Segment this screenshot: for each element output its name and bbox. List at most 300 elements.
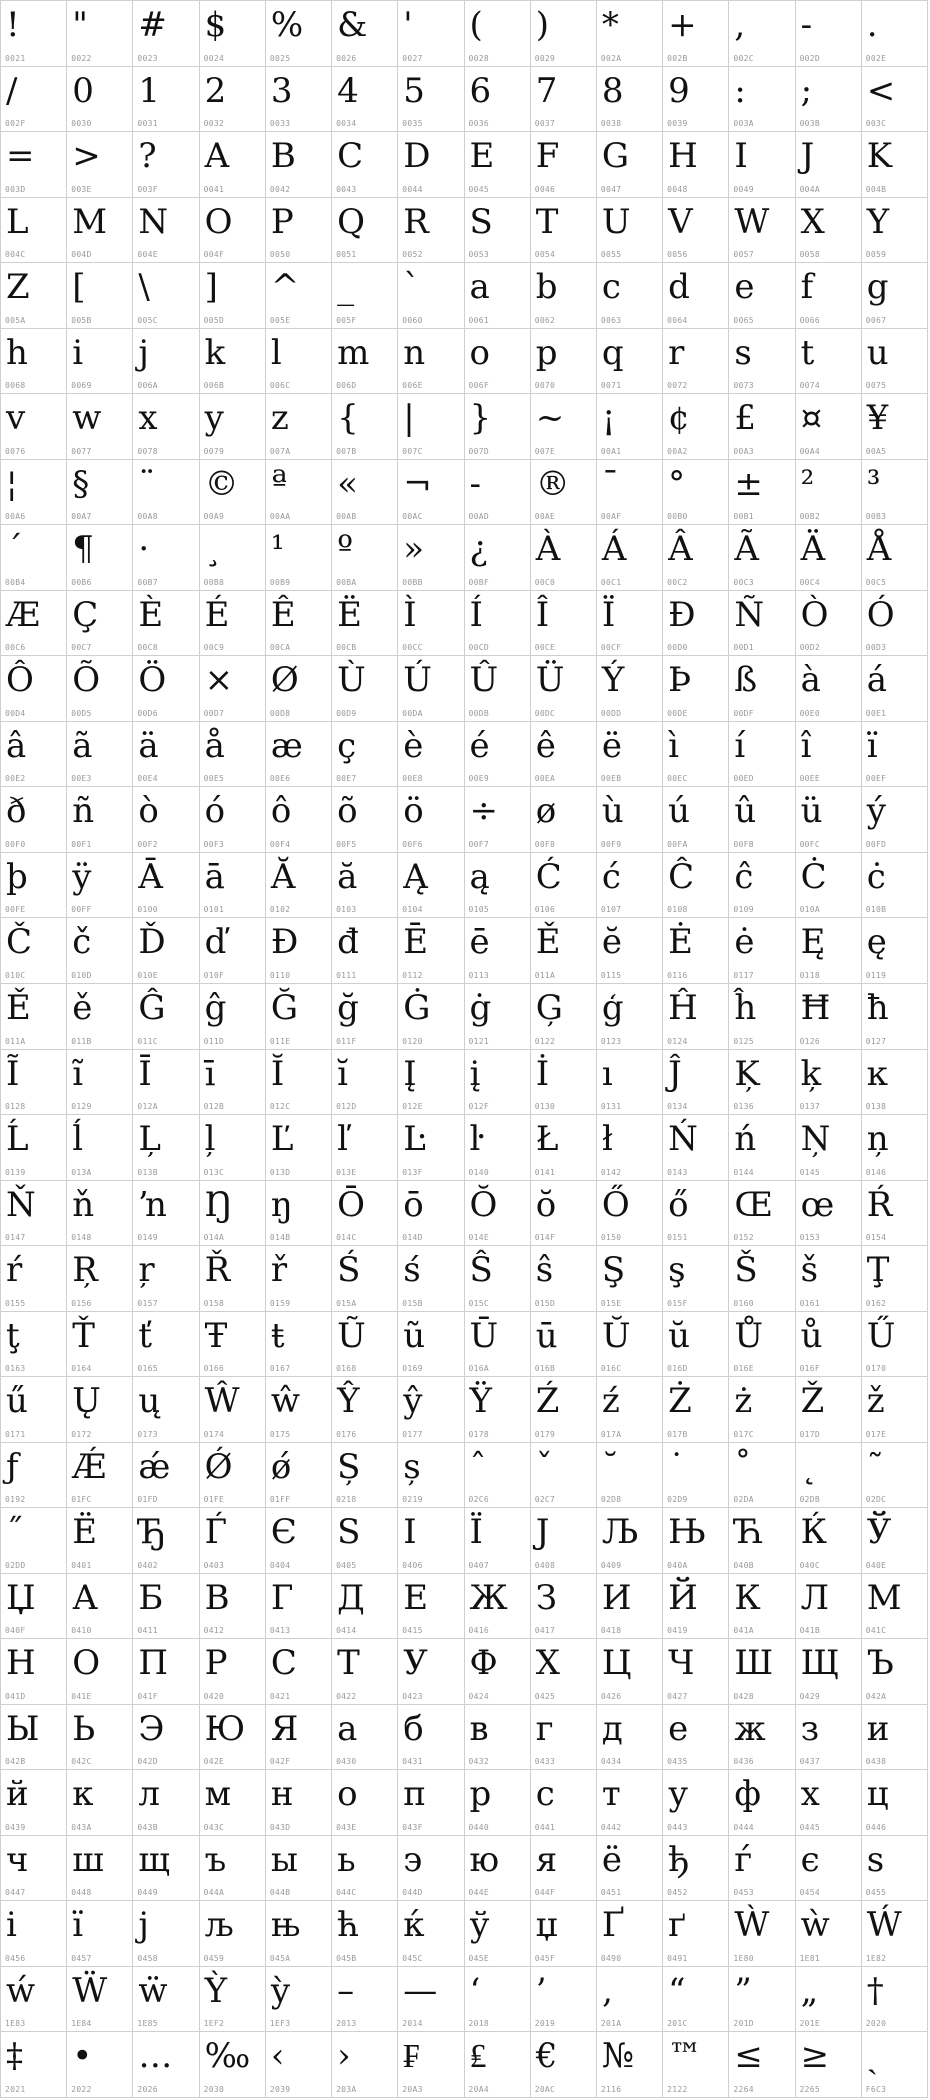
glyph-char: > xyxy=(72,136,101,177)
glyph-char: Ē xyxy=(403,922,429,963)
glyph-cell xyxy=(133,329,199,395)
glyph-char: # xyxy=(138,5,167,45)
glyph-char: č xyxy=(72,922,92,963)
glyph-cell xyxy=(663,67,729,133)
glyph-char: ö xyxy=(403,791,424,832)
glyph-codepoint: 005B xyxy=(71,315,92,325)
glyph-cell xyxy=(67,1639,133,1705)
glyph-cell xyxy=(67,656,133,722)
glyph-char: 5 xyxy=(403,70,425,111)
glyph-char: Ď xyxy=(138,922,166,963)
glyph-char: і xyxy=(6,1905,17,1946)
glyph-codepoint: 0446 xyxy=(865,1822,887,1832)
glyph-cell xyxy=(398,1377,464,1443)
glyph-codepoint: 0435 xyxy=(667,1757,688,1767)
glyph-codepoint: 0112 xyxy=(402,970,423,980)
glyph-codepoint: 00D2 xyxy=(799,643,821,653)
glyph-cell xyxy=(398,1574,464,1640)
glyph-char: в xyxy=(469,1708,489,1749)
glyph-char: о xyxy=(337,1774,358,1815)
glyph-cell xyxy=(67,1115,133,1181)
glyph-cell xyxy=(67,722,133,788)
glyph-codepoint: 2020 xyxy=(865,2019,887,2029)
glyph-codepoint: 0066 xyxy=(799,315,821,325)
glyph-cell xyxy=(531,656,597,722)
glyph-char: Č xyxy=(6,922,33,963)
glyph-char: ş xyxy=(668,1250,686,1291)
glyph-cell xyxy=(729,263,795,329)
glyph-char: ± xyxy=(734,463,763,504)
glyph-cell xyxy=(1,329,67,395)
glyph-codepoint: 010B xyxy=(865,905,887,915)
glyph-char: n xyxy=(403,332,426,373)
glyph-codepoint: 0039 xyxy=(667,119,688,129)
glyph-cell xyxy=(729,1115,795,1181)
glyph-char: E xyxy=(469,136,495,177)
glyph-char: џ xyxy=(535,1905,559,1946)
glyph-codepoint: 0423 xyxy=(402,1691,423,1701)
glyph-codepoint: 00A4 xyxy=(799,446,821,456)
glyph-cell xyxy=(729,1508,795,1574)
glyph-cell xyxy=(67,1377,133,1443)
glyph-char: ¹ xyxy=(270,529,285,570)
glyph-cell xyxy=(398,132,464,198)
glyph-cell xyxy=(729,1050,795,1116)
glyph-cell xyxy=(531,1705,597,1771)
glyph-codepoint: 041C xyxy=(865,1626,887,1636)
glyph-char: Å xyxy=(866,529,892,570)
glyph-char: B xyxy=(270,136,296,177)
glyph-char: с xyxy=(535,1774,555,1815)
glyph-cell xyxy=(862,460,928,526)
glyph-char: ĝ xyxy=(204,987,227,1028)
glyph-char: : xyxy=(734,70,746,111)
glyph-codepoint: 00A2 xyxy=(667,446,688,456)
glyph-char: ę xyxy=(866,922,887,963)
glyph-cell xyxy=(67,1181,133,1247)
glyph-codepoint: 045C xyxy=(402,1953,423,1963)
glyph-codepoint: 0071 xyxy=(600,381,622,391)
glyph-cell xyxy=(332,2032,398,2098)
glyph-cell xyxy=(398,67,464,133)
glyph-codepoint: 0443 xyxy=(667,1822,688,1832)
glyph-codepoint: 00F5 xyxy=(336,839,357,849)
glyph-cell xyxy=(266,198,332,264)
glyph-cell xyxy=(796,1639,862,1705)
glyph-char: Û xyxy=(469,660,499,701)
glyph-codepoint: 013F xyxy=(402,1167,423,1177)
glyph-char: ð xyxy=(6,791,27,832)
glyph-cell xyxy=(332,984,398,1050)
glyph-cell xyxy=(200,1181,266,1247)
glyph-cell xyxy=(1,1377,67,1443)
glyph-char: ¥ xyxy=(866,398,889,439)
glyph-cell xyxy=(597,1181,663,1247)
glyph-cell xyxy=(398,918,464,984)
glyph-cell xyxy=(266,591,332,657)
glyph-codepoint: 1E84 xyxy=(71,2019,92,2029)
glyph-char: Ú xyxy=(403,660,432,701)
glyph-codepoint: 0147 xyxy=(5,1233,26,1243)
glyph-codepoint: 0113 xyxy=(468,970,489,980)
glyph-codepoint: 00C1 xyxy=(600,577,622,587)
glyph-codepoint: 006D xyxy=(336,381,357,391)
glyph-char: Ï xyxy=(601,594,616,635)
glyph-cell xyxy=(862,1246,928,1312)
glyph-codepoint: 0044 xyxy=(402,184,423,194)
glyph-char: U xyxy=(601,201,631,242)
glyph-cell xyxy=(200,1508,266,1574)
glyph-char: ₣ xyxy=(403,2036,421,2077)
glyph-codepoint: 00AD xyxy=(468,512,489,522)
glyph-codepoint: 004A xyxy=(799,184,821,194)
glyph-codepoint: 0444 xyxy=(733,1822,754,1832)
glyph-codepoint: 00E3 xyxy=(71,774,92,784)
glyph-codepoint: 0139 xyxy=(5,1167,26,1177)
glyph-cell xyxy=(531,918,597,984)
glyph-cell xyxy=(465,591,531,657)
glyph-codepoint: 0439 xyxy=(5,1822,26,1832)
glyph-codepoint: 042C xyxy=(71,1757,92,1767)
glyph-cell xyxy=(398,1901,464,1967)
glyph-char: ĭ xyxy=(337,1053,348,1094)
glyph-codepoint: 003E xyxy=(71,184,92,194)
glyph-cell xyxy=(531,1967,597,2033)
glyph-cell xyxy=(133,198,199,264)
glyph-codepoint: 014F xyxy=(534,1233,556,1243)
glyph-char: ļ xyxy=(204,1119,216,1160)
glyph-codepoint: 042A xyxy=(865,1691,887,1701)
glyph-cell xyxy=(663,525,729,591)
glyph-char: Ъ xyxy=(866,1643,894,1684)
glyph-char: ѓ xyxy=(734,1839,753,1880)
glyph-codepoint: 00DA xyxy=(402,708,423,718)
glyph-cell xyxy=(266,722,332,788)
glyph-char: Ђ xyxy=(138,1512,166,1553)
glyph-cell xyxy=(200,525,266,591)
glyph-codepoint: 0162 xyxy=(865,1298,887,1308)
glyph-cell xyxy=(67,1836,133,1902)
glyph-cell xyxy=(1,1050,67,1116)
glyph-char: ѕ xyxy=(866,1839,885,1880)
glyph-codepoint: 02C7 xyxy=(534,1495,556,1505)
glyph-char: w xyxy=(72,398,102,439)
glyph-cell xyxy=(465,1115,531,1181)
glyph-codepoint: 043A xyxy=(71,1822,92,1832)
glyph-cell xyxy=(133,1246,199,1312)
glyph-codepoint: 0424 xyxy=(468,1691,489,1701)
glyph-char: f xyxy=(800,267,814,308)
glyph-codepoint: 043B xyxy=(137,1822,158,1832)
glyph-char: ń xyxy=(734,1119,757,1160)
glyph-char: Ë xyxy=(337,594,362,635)
glyph-char: Ĝ xyxy=(138,987,166,1028)
glyph-codepoint: 0074 xyxy=(799,381,821,391)
glyph-char: ђ xyxy=(668,1839,690,1880)
glyph-cell xyxy=(531,132,597,198)
glyph-char: ţ xyxy=(6,1315,20,1356)
glyph-cell xyxy=(796,1050,862,1116)
glyph-cell xyxy=(796,1181,862,1247)
glyph-cell xyxy=(597,1639,663,1705)
glyph-codepoint: 0048 xyxy=(667,184,688,194)
glyph-cell xyxy=(1,1508,67,1574)
glyph-char: ŧ xyxy=(270,1315,285,1356)
glyph-char: ů xyxy=(800,1315,823,1356)
glyph-cell xyxy=(729,1705,795,1771)
glyph-codepoint: 012C xyxy=(269,1102,291,1112)
glyph-cell xyxy=(332,1639,398,1705)
glyph-cell xyxy=(67,329,133,395)
glyph-char: Ћ xyxy=(734,1512,764,1553)
glyph-codepoint: 0409 xyxy=(600,1560,622,1570)
glyph-cell xyxy=(133,722,199,788)
glyph-cell xyxy=(266,787,332,853)
glyph-char: Ö xyxy=(138,660,167,701)
glyph-char: b xyxy=(535,267,558,308)
glyph-char: + xyxy=(668,5,697,45)
glyph-codepoint: 00C5 xyxy=(865,577,887,587)
glyph-char: N xyxy=(138,201,169,242)
glyph-char: Љ xyxy=(601,1512,639,1553)
glyph-cell xyxy=(531,1443,597,1509)
glyph-codepoint: 0124 xyxy=(667,1036,688,1046)
glyph-cell xyxy=(332,787,398,853)
glyph-cell xyxy=(729,1770,795,1836)
glyph-cell xyxy=(1,656,67,722)
glyph-codepoint: 02D9 xyxy=(667,1495,688,1505)
glyph-cell xyxy=(1,460,67,526)
glyph-cell xyxy=(398,525,464,591)
glyph-char: £ xyxy=(734,398,756,439)
glyph-cell xyxy=(597,329,663,395)
glyph-char: { xyxy=(337,398,359,439)
glyph-codepoint: 00E1 xyxy=(865,708,887,718)
glyph-codepoint: 0440 xyxy=(468,1822,489,1832)
glyph-codepoint: 006A xyxy=(137,381,158,391)
glyph-char: Ā xyxy=(138,856,163,897)
glyph-cell xyxy=(796,1705,862,1771)
glyph-cell xyxy=(531,787,597,853)
glyph-cell xyxy=(1,1639,67,1705)
glyph-cell xyxy=(332,1443,398,1509)
glyph-codepoint: 012D xyxy=(336,1102,357,1112)
glyph-codepoint: 0146 xyxy=(865,1167,887,1177)
glyph-char: п xyxy=(403,1774,426,1815)
glyph-cell xyxy=(729,1,795,67)
glyph-cell xyxy=(729,722,795,788)
glyph-codepoint: 011E xyxy=(269,1036,291,1046)
glyph-cell xyxy=(597,460,663,526)
glyph-char: Ã xyxy=(734,529,759,570)
glyph-char: ǿ xyxy=(270,1446,292,1487)
glyph-cell xyxy=(862,1312,928,1378)
glyph-char: Ī xyxy=(138,1053,152,1094)
glyph-codepoint: 0045 xyxy=(468,184,489,194)
glyph-codepoint: 00BF xyxy=(468,577,489,587)
glyph-char: Ÿ xyxy=(469,1381,492,1422)
glyph-char: І xyxy=(403,1512,417,1553)
glyph-codepoint: 042F xyxy=(269,1757,291,1767)
glyph-char: ě xyxy=(72,987,93,1028)
glyph-codepoint: 0168 xyxy=(336,1364,357,1374)
glyph-cell xyxy=(862,1836,928,1902)
glyph-cell xyxy=(133,1,199,67)
glyph-cell xyxy=(796,591,862,657)
glyph-char: ´ xyxy=(6,529,23,570)
glyph-codepoint: 00A3 xyxy=(733,446,754,456)
glyph-cell xyxy=(266,1377,332,1443)
glyph-codepoint: 013A xyxy=(71,1167,92,1177)
glyph-char: Ý xyxy=(601,660,625,701)
glyph-char: Ñ xyxy=(734,594,765,635)
glyph-cell xyxy=(133,460,199,526)
glyph-char: ќ xyxy=(403,1905,425,1946)
glyph-char: щ xyxy=(138,1839,171,1880)
glyph-codepoint: 00FD xyxy=(865,839,887,849)
glyph-cell xyxy=(200,722,266,788)
glyph-codepoint: 0042 xyxy=(269,184,291,194)
glyph-cell xyxy=(266,525,332,591)
glyph-codepoint: 0179 xyxy=(534,1429,556,1439)
glyph-cell xyxy=(200,263,266,329)
glyph-cell xyxy=(1,2032,67,2098)
glyph-cell xyxy=(729,1967,795,2033)
glyph-codepoint: 0069 xyxy=(71,381,92,391)
glyph-codepoint: 00FF xyxy=(71,905,92,915)
glyph-codepoint: 0175 xyxy=(269,1429,291,1439)
glyph-char: Р xyxy=(204,1643,228,1684)
glyph-codepoint: 0032 xyxy=(203,119,225,129)
glyph-codepoint: 005C xyxy=(137,315,158,325)
glyph-cell xyxy=(465,1705,531,1771)
glyph-codepoint: 040E xyxy=(865,1560,887,1570)
glyph-cell xyxy=(862,722,928,788)
glyph-cell xyxy=(200,394,266,460)
glyph-cell xyxy=(332,67,398,133)
glyph-char: Æ xyxy=(6,594,41,635)
glyph-cell xyxy=(398,1705,464,1771)
glyph-codepoint: 0411 xyxy=(137,1626,158,1636)
glyph-char: ĥ xyxy=(734,987,757,1028)
glyph-char: ř xyxy=(270,1250,288,1291)
glyph-cell xyxy=(332,853,398,919)
glyph-char: ˛ xyxy=(800,1446,818,1487)
glyph-codepoint: 0408 xyxy=(534,1560,556,1570)
glyph-codepoint: 015C xyxy=(468,1298,489,1308)
glyph-char: ‚ xyxy=(601,1970,613,2011)
glyph-cell xyxy=(465,2032,531,2098)
glyph-codepoint: 0102 xyxy=(269,905,291,915)
glyph-codepoint: 0041 xyxy=(203,184,225,194)
glyph-char: ś xyxy=(403,1250,421,1291)
glyph-cell xyxy=(332,656,398,722)
glyph-char: Ĭ xyxy=(270,1053,285,1094)
glyph-cell xyxy=(332,1705,398,1771)
glyph-cell xyxy=(1,394,67,460)
glyph-codepoint: 01FE xyxy=(203,1495,225,1505)
glyph-char: Ò xyxy=(800,594,829,635)
glyph-codepoint: 015A xyxy=(336,1298,357,1308)
glyph-codepoint: 0166 xyxy=(203,1364,225,1374)
glyph-codepoint: 0171 xyxy=(5,1429,26,1439)
glyph-char: Ĺ xyxy=(6,1119,29,1160)
glyph-codepoint: 0100 xyxy=(137,905,158,915)
glyph-codepoint: 012F xyxy=(468,1102,489,1112)
glyph-char: ĸ xyxy=(866,1053,888,1094)
glyph-codepoint: 004B xyxy=(865,184,887,194)
glyph-codepoint: 017E xyxy=(865,1429,887,1439)
glyph-cell xyxy=(729,525,795,591)
glyph-cell xyxy=(398,460,464,526)
glyph-codepoint: 0067 xyxy=(865,315,887,325)
glyph-cell xyxy=(729,1246,795,1312)
glyph-cell xyxy=(332,1377,398,1443)
glyph-char: [ xyxy=(72,267,86,308)
glyph-codepoint: 0117 xyxy=(733,970,754,980)
glyph-char: У xyxy=(403,1643,428,1684)
glyph-codepoint: 0455 xyxy=(865,1888,887,1898)
glyph-cell xyxy=(531,394,597,460)
glyph-cell xyxy=(266,263,332,329)
glyph-cell xyxy=(465,656,531,722)
glyph-codepoint: 011D xyxy=(203,1036,225,1046)
glyph-codepoint: 006B xyxy=(203,381,225,391)
glyph-codepoint: 002B xyxy=(667,53,688,63)
glyph-codepoint: 00AC xyxy=(402,512,423,522)
glyph-char: Ü xyxy=(535,660,565,701)
glyph-codepoint: 0108 xyxy=(667,905,688,915)
glyph-codepoint: 0418 xyxy=(600,1626,622,1636)
glyph-cell xyxy=(266,67,332,133)
glyph-codepoint: 0170 xyxy=(865,1364,887,1374)
glyph-codepoint: 017B xyxy=(667,1429,688,1439)
glyph-char: ĺ xyxy=(72,1119,84,1160)
glyph-cell xyxy=(796,1115,862,1181)
glyph-char: ˘ xyxy=(601,1446,619,1487)
glyph-cell xyxy=(663,722,729,788)
glyph-codepoint: 2265 xyxy=(799,2085,821,2094)
glyph-codepoint: 00FE xyxy=(5,905,26,915)
glyph-char: ] xyxy=(204,267,218,308)
glyph-cell xyxy=(729,1901,795,1967)
glyph-cell xyxy=(133,2032,199,2098)
glyph-char: ī xyxy=(204,1053,216,1094)
glyph-char: б xyxy=(403,1708,424,1749)
glyph-char: ˝ xyxy=(6,1512,23,1553)
glyph-cell xyxy=(597,67,663,133)
glyph-cell xyxy=(67,918,133,984)
glyph-char: ō xyxy=(403,1184,424,1225)
glyph-codepoint: 1EF2 xyxy=(203,2019,225,2029)
glyph-codepoint: 00B2 xyxy=(799,512,821,522)
glyph-codepoint: 010C xyxy=(5,970,26,980)
glyph-codepoint: 0111 xyxy=(336,970,357,980)
glyph-cell xyxy=(332,1901,398,1967)
glyph-char: | xyxy=(403,398,415,439)
glyph-char: Ы xyxy=(6,1708,40,1749)
glyph-cell xyxy=(67,2032,133,2098)
glyph-char: º xyxy=(337,529,354,570)
glyph-cell xyxy=(796,656,862,722)
glyph-char: = xyxy=(6,136,35,177)
glyph-cell xyxy=(133,1574,199,1640)
glyph-cell xyxy=(67,1,133,67)
glyph-codepoint: 0130 xyxy=(534,1102,556,1112)
glyph-cell xyxy=(796,460,862,526)
glyph-char: Ě xyxy=(535,922,561,963)
glyph-cell xyxy=(465,722,531,788)
